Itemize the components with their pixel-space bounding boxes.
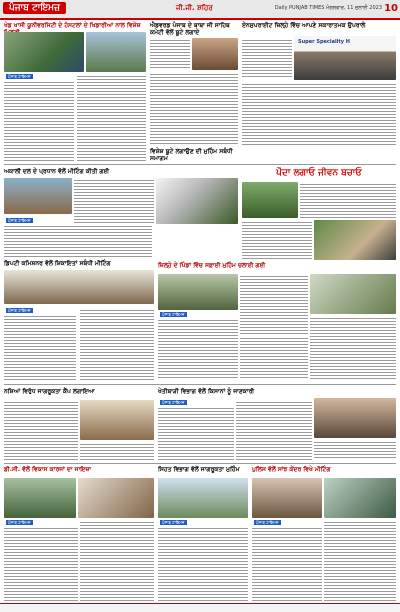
story-4-headline: ਅਕਾਲੀ ਦਲ ਦੇ ਪ੍ਰਧਾਨ ਵੱਲੋਂ ਮੀਟਿੰਗ ਕੀਤੀ ਗਈ [4, 168, 110, 175]
story-1-photo [4, 32, 84, 72]
byline-tag: ਪੰਜਾਬ ਟਾਇਮਜ਼ [8, 218, 31, 223]
story-8-photo-2 [310, 274, 396, 314]
story-9-body-2 [80, 442, 154, 460]
story-14-headline: ਪੁਲਿਸ ਵੱਲੋਂ ਸਾਂਝ ਕੇਂਦਰ ਵਿਖੇ ਮੀਟਿੰਗ [252, 466, 331, 473]
byline-tag: ਪੰਜਾਬ ਟਾਇਮਜ਼ [162, 312, 185, 317]
divider [4, 164, 396, 165]
story-1-body-2 [77, 74, 146, 162]
story-1-body [4, 80, 74, 162]
story-8 [158, 262, 396, 269]
story-2-body [150, 38, 190, 68]
story-10-headline: ਖੇਤੀਬਾੜੀ ਵਿਭਾਗ ਵੱਲੋਂ ਕਿਸਾਨਾਂ ਨੂੰ ਜਾਣਕਾਰੀ [158, 388, 255, 395]
story-10-body [158, 406, 234, 460]
story-14 [252, 466, 396, 473]
story-13-body [158, 526, 248, 602]
divider [4, 463, 396, 464]
story-5-body [4, 314, 76, 380]
story-2 [150, 22, 238, 36]
story-1-headline: ਖੇਡ ਖਾਸੀ ਯੂਨੀਵਰਸਿਟੀ ਦੇ ਹੋਸਟਲਾਂ ਦੇ ਖਿਡਾਰੀਆਂ ਨਾਲ ਵਿਸ਼ੇਸ਼ [4, 22, 141, 29]
story-2-headline: ਐਡਵਰਡ ਪੰਜਾਬ ਦੇ ਬਾਬਾ ਜੀ ਸਾਹਿਬ ਕਮੇਟੀ ਵੱਲੋਂ ਬੂਟੇ ਲਗਾਏ [150, 22, 230, 36]
byline-tag: ਪੰਜਾਬ ਟਾਇਮਜ਼ [8, 520, 31, 525]
divider [4, 384, 396, 385]
story-8-body-4 [240, 336, 308, 380]
story-12 [4, 466, 154, 473]
story-12-photo [4, 478, 76, 518]
story-3-body [242, 38, 292, 78]
story-4-body-2 [4, 224, 152, 258]
story-3-headline: ਏਨਸੁਪਰਾਈਟ ਜ਼ਿਲ੍ਹੇ ਵਿੱਚ ਆਪਣੇ ਸਕਾਰਾਤਮਕ ਉਪਰਾਲੇ [242, 22, 366, 29]
story-10-body-3 [314, 440, 396, 460]
date-line: Daily PUNJAB TIMES ਮੰਗਲਵਾਰ, 11 ਜੁਲਾਈ 2023 [274, 5, 382, 11]
story-2-photo [192, 38, 238, 70]
story-12-photo-2 [78, 478, 154, 518]
story-1-photo-2 [86, 32, 146, 72]
newspaper-title: ਪੰਜਾਬ ਟਾਇਮਜ਼ [3, 2, 66, 14]
story-4 [4, 168, 238, 175]
story-6-photo-2 [314, 220, 396, 260]
story-3-body-2 [242, 82, 396, 146]
story-3-photo [294, 36, 396, 80]
story-10-body-2 [236, 400, 312, 460]
story-8-body [240, 274, 308, 334]
story-4-photo [4, 178, 72, 214]
story-14-body [252, 526, 322, 602]
story-5-photo [4, 270, 154, 304]
story-6 [242, 168, 396, 178]
story-2b-headline: ਵਿਸ਼ੇਸ਼ ਬੂਟੇ ਲਗਾਉਣ ਦੀ ਮੁਹਿੰਮ ਸਬੰਧੀ ਸਮਾਗਮ [150, 148, 233, 162]
story-14-photo [252, 478, 322, 518]
story-4-body [74, 178, 154, 224]
story-8-body-3 [310, 316, 396, 380]
story-5-body-2 [80, 308, 154, 380]
masthead [0, 0, 400, 20]
story-9-headline: ਨਸ਼ਿਆਂ ਵਿਰੁੱਧ ਜਾਗਰੂਕਤਾ ਕੈਂਪ ਲਗਾਇਆ [4, 388, 95, 395]
photo-banner-text: Super Speciality H [298, 39, 350, 45]
story-13-headline: ਸਿਹਤ ਵਿਭਾਗ ਵੱਲੋਂ ਜਾਗਰੂਕਤਾ ਮੁਹਿੰਮ [158, 466, 240, 473]
story-5 [4, 260, 154, 267]
story-10-photo [314, 398, 396, 438]
byline-tag: ਪੰਜਾਬ ਟਾਇਮਜ਼ [162, 400, 185, 405]
story-14-photo-2 [324, 478, 396, 518]
story-12-body [4, 526, 78, 602]
story-4-photo-2 [156, 178, 238, 224]
story-8-photo [158, 274, 238, 310]
story-5-headline: ਡਿਪਟੀ ਕਮਿਸ਼ਨਰ ਵੱਲੋਂ ਸ਼ਿਕਾਇਤਾਂ ਸਬੰਧੀ ਮੀਟਿੰਗ [4, 260, 111, 267]
story-14-body-2 [324, 520, 396, 602]
story-8-body-2 [158, 318, 238, 380]
story-2b [150, 148, 238, 162]
story-13 [158, 466, 248, 473]
story-6-headline: ਪੌਦਾ ਲਗਾਓ ਜੀਵਨ ਬਚਾਓ [276, 168, 362, 178]
story-10 [158, 388, 396, 395]
byline-tag: ਪੰਜਾਬ ਟਾਇਮਜ਼ [8, 308, 31, 313]
story-9-photo [80, 400, 154, 440]
story-9-body [4, 400, 78, 460]
page-footer [0, 603, 400, 612]
story-6-body-2 [242, 220, 312, 260]
page-number: 10 [384, 3, 398, 14]
story-12-body-2 [80, 520, 154, 602]
byline-tag: ਪੰਜਾਬ ਟਾਇਮਜ਼ [162, 520, 185, 525]
story-6-body [300, 182, 396, 218]
byline-tag: ਪੰਜਾਬ ਟਾਇਮਜ਼ [8, 74, 31, 79]
story-6-photo [242, 182, 298, 218]
story-2-body-2 [150, 72, 238, 146]
section-title: ਜੀ.ਜੀ. ਸ਼ਹਿਰ [176, 4, 213, 12]
story-8-headline: ਜ਼ਿਲ੍ਹੇ ਦੇ ਪਿੰਡਾਂ ਵਿੱਚ ਸਫ਼ਾਈ ਮੁਹਿੰਮ ਚਲਾਈ ਗਈ [158, 262, 266, 269]
story-3 [242, 22, 396, 29]
story-9 [4, 388, 154, 395]
story-12-headline: ਡੀ.ਸੀ. ਵੱਲੋਂ ਵਿਕਾਸ ਕਾਰਜਾਂ ਦਾ ਜਾਇਜ਼ਾ [4, 466, 92, 473]
byline-tag: ਪੰਜਾਬ ਟਾਇਮਜ਼ [256, 520, 279, 525]
story-13-photo [158, 478, 248, 518]
